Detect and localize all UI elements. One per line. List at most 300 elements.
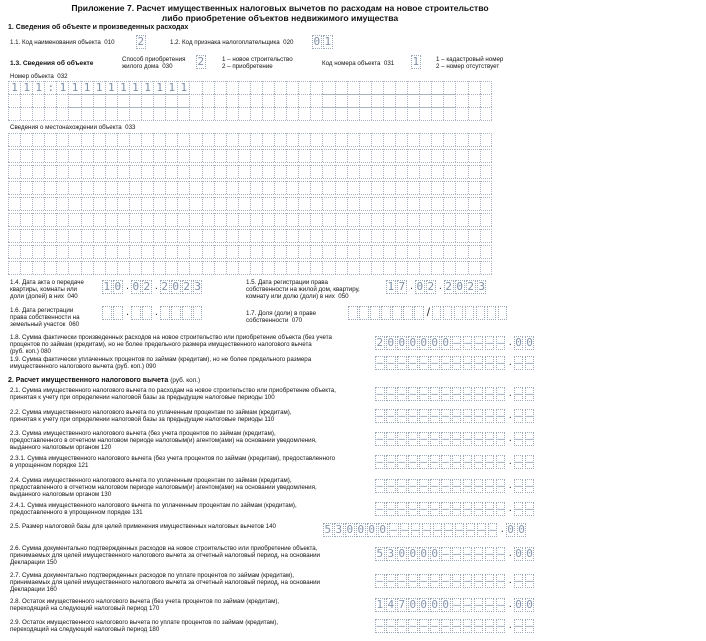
grid-cell bbox=[20, 245, 32, 258]
grid-cell bbox=[395, 133, 407, 146]
grid-cell bbox=[202, 181, 214, 194]
amount-100[interactable] bbox=[375, 387, 536, 401]
grid-cell bbox=[322, 181, 334, 194]
grid-cell bbox=[129, 107, 141, 120]
amount-cell: – bbox=[387, 574, 395, 587]
grid-cell bbox=[419, 197, 431, 210]
grid-cell bbox=[262, 197, 274, 210]
amount-cell: 0 bbox=[346, 523, 354, 536]
amount-cell: 5 bbox=[324, 523, 332, 536]
amount-cell: 0 bbox=[409, 336, 417, 349]
f14-y4: 3 bbox=[194, 280, 201, 293]
row-label-130: 2.4. Сумма имущественного налогового вычета по уплаченным процентам по займам (кредитам), предоставленного в отчетном налоговом периоде налоговым(и) агентом(ами) на основании уведомления, выданного налоговым органом 130 bbox=[10, 477, 317, 498]
grid-cell bbox=[322, 245, 334, 258]
grid-cell bbox=[322, 81, 334, 94]
grid-cell bbox=[371, 245, 383, 258]
grid-cell bbox=[226, 245, 238, 258]
grid-cell bbox=[274, 229, 286, 242]
f15-y3: 2 bbox=[467, 280, 475, 293]
amount-180[interactable] bbox=[375, 619, 536, 633]
grid-cell bbox=[202, 94, 214, 107]
amount-cell: – bbox=[497, 502, 504, 515]
amount-cell: 0 bbox=[368, 523, 376, 536]
grid-cell bbox=[44, 245, 56, 258]
decimal-point: . bbox=[508, 432, 512, 444]
grid-cell bbox=[310, 107, 322, 120]
amount-cell: – bbox=[515, 387, 522, 400]
amount-cell: – bbox=[464, 356, 471, 369]
location-label: Сведения о местонахождении объекта 033 bbox=[10, 124, 136, 131]
amount-cell: – bbox=[442, 387, 450, 400]
f15-y2: 0 bbox=[456, 280, 464, 293]
amount-cell: 0 bbox=[357, 523, 365, 536]
grid-cell bbox=[117, 229, 129, 242]
grid-cell bbox=[455, 213, 467, 226]
amount-cell: – bbox=[453, 502, 460, 515]
amount-cell: – bbox=[376, 479, 384, 492]
amount-cell: – bbox=[387, 619, 395, 632]
grid-cell bbox=[8, 133, 20, 146]
amount-cell: 0 bbox=[526, 547, 533, 560]
section2-title: 2. Расчет имущественного налогового вычета (руб. коп.) bbox=[8, 377, 201, 384]
amount-cell: 0 bbox=[507, 523, 514, 536]
amount-cell: – bbox=[453, 547, 460, 560]
amount-cell: – bbox=[398, 502, 406, 515]
grid-cell bbox=[298, 133, 310, 146]
grid-cell bbox=[455, 229, 467, 242]
grid-cell bbox=[250, 181, 262, 194]
grid-cell bbox=[298, 165, 310, 178]
grid-cell: 1 bbox=[165, 81, 177, 94]
grid-cell bbox=[262, 133, 274, 146]
grid-cell bbox=[359, 213, 371, 226]
amount-cell: 0 bbox=[442, 336, 450, 349]
f14-date[interactable]: 1 0 . 0 2 . 2 0 2 3 bbox=[103, 280, 201, 293]
amount-cell: – bbox=[442, 479, 450, 492]
grid-cell bbox=[250, 149, 262, 162]
grid-cell bbox=[238, 133, 250, 146]
grid-cell bbox=[44, 165, 56, 178]
grid-cell bbox=[322, 107, 334, 120]
grid-cell bbox=[129, 197, 141, 210]
grid-cell: 1 bbox=[153, 81, 165, 94]
amount-120[interactable] bbox=[375, 432, 536, 446]
amount-cell: 0 bbox=[518, 523, 525, 536]
grid-cell bbox=[44, 149, 56, 162]
grid-cell bbox=[141, 181, 153, 194]
grid-cell bbox=[214, 261, 226, 274]
grid-cell bbox=[141, 245, 153, 258]
amount-cell: – bbox=[515, 502, 522, 515]
amount-cell: – bbox=[464, 479, 471, 492]
row-label-170: 2.8. Остаток имущественного налогового вычета (без учета процентов по займам (кредитам), переходящий на следующий налоговый период 170 bbox=[10, 598, 280, 612]
grid-cell bbox=[286, 245, 298, 258]
grid-cell bbox=[117, 213, 129, 226]
grid-cell bbox=[419, 133, 431, 146]
grid-cell bbox=[431, 107, 443, 120]
location-row-6[interactable] bbox=[8, 213, 492, 227]
amount-cell: 2 bbox=[376, 336, 384, 349]
grid-cell bbox=[455, 165, 467, 178]
amount-170[interactable] bbox=[375, 598, 536, 612]
grid-cell bbox=[44, 133, 56, 146]
location-row-7[interactable] bbox=[8, 229, 492, 243]
grid-cell bbox=[335, 229, 347, 242]
grid-cell bbox=[165, 181, 177, 194]
grid-cell bbox=[395, 165, 407, 178]
amount-cell: – bbox=[475, 356, 482, 369]
objnum-label: Номер объекта 032 bbox=[10, 73, 68, 80]
grid-cell bbox=[322, 229, 334, 242]
amount-090[interactable] bbox=[375, 356, 536, 370]
grid-cell bbox=[20, 197, 32, 210]
grid-cell bbox=[371, 261, 383, 274]
grid-cell bbox=[431, 197, 443, 210]
grid-cell bbox=[455, 261, 467, 274]
amount-cell: – bbox=[431, 479, 439, 492]
amount-cell: – bbox=[497, 574, 504, 587]
grid-cell bbox=[443, 133, 455, 146]
grid-cell bbox=[177, 165, 189, 178]
amount-cell: – bbox=[453, 409, 460, 422]
grid-cell bbox=[153, 213, 165, 226]
grid-cell bbox=[310, 81, 322, 94]
grid-cell bbox=[262, 149, 274, 162]
f12-input[interactable] bbox=[312, 35, 334, 49]
amount-cell: – bbox=[486, 619, 493, 632]
grid-cell bbox=[443, 245, 455, 258]
amount-cell: – bbox=[475, 336, 482, 349]
amount-cell: – bbox=[442, 356, 450, 369]
amount-cell: – bbox=[478, 523, 485, 536]
grid-cell bbox=[214, 245, 226, 258]
grid-cell bbox=[468, 181, 480, 194]
grid-cell bbox=[32, 133, 44, 146]
grid-cell bbox=[335, 94, 347, 107]
amount-110[interactable] bbox=[375, 409, 536, 423]
amount-cell: 0 bbox=[526, 598, 533, 611]
amount-140[interactable] bbox=[323, 523, 528, 537]
grid-cell bbox=[8, 261, 20, 274]
objcode-input[interactable] bbox=[411, 55, 422, 69]
f12-digit-1: 0 bbox=[313, 35, 321, 48]
way-value: 2 bbox=[197, 55, 205, 68]
grid-cell bbox=[298, 81, 310, 94]
amount-cell: 0 bbox=[431, 598, 439, 611]
grid-cell: 1 bbox=[20, 81, 32, 94]
f17-share[interactable]: / bbox=[348, 306, 509, 320]
grid-cell bbox=[238, 245, 250, 258]
grid-cell bbox=[8, 197, 20, 210]
s13-title: 1.3. Сведения об объекте bbox=[10, 60, 94, 67]
amount-080[interactable] bbox=[375, 336, 536, 350]
grid-cell bbox=[81, 94, 93, 107]
grid-cell bbox=[480, 181, 492, 194]
grid-cell: 1 bbox=[177, 81, 189, 94]
grid-cell bbox=[20, 107, 32, 120]
grid-cell bbox=[226, 149, 238, 162]
grid-cell bbox=[431, 149, 443, 162]
grid-cell bbox=[214, 94, 226, 107]
f15-y1: 2 bbox=[445, 280, 453, 293]
grid-cell bbox=[129, 213, 141, 226]
grid-cell bbox=[455, 107, 467, 120]
grid-cell bbox=[322, 213, 334, 226]
grid-cell bbox=[383, 197, 395, 210]
amount-cell: – bbox=[398, 356, 406, 369]
grid-cell bbox=[383, 181, 395, 194]
grid-cell bbox=[347, 261, 359, 274]
grid-cell bbox=[189, 107, 201, 120]
amount-cell: – bbox=[376, 574, 384, 587]
grid-cell bbox=[480, 94, 492, 107]
grid-cell bbox=[359, 261, 371, 274]
grid-cell bbox=[262, 81, 274, 94]
grid-cell bbox=[395, 81, 407, 94]
amount-cell: 0 bbox=[409, 547, 417, 560]
grid-cell bbox=[431, 181, 443, 194]
decimal-point: . bbox=[508, 479, 512, 491]
amount-cell: – bbox=[398, 479, 406, 492]
amount-130[interactable] bbox=[375, 479, 536, 493]
amount-cell: – bbox=[464, 336, 471, 349]
amount-cell: – bbox=[486, 574, 493, 587]
title-line-1: Приложение 7. Расчет имущественных налоговых вычетов по расходам на новое строительство bbox=[71, 3, 489, 13]
amount-cell: 3 bbox=[387, 547, 395, 560]
grid-cell bbox=[310, 94, 322, 107]
grid-cell bbox=[359, 81, 371, 94]
grid-cell bbox=[468, 81, 480, 94]
grid-cell bbox=[322, 94, 334, 107]
amount-cell: – bbox=[486, 455, 493, 468]
grid-cell bbox=[431, 245, 443, 258]
grid-cell bbox=[226, 94, 238, 107]
grid-cell bbox=[93, 213, 105, 226]
grid-cell bbox=[310, 229, 322, 242]
objnum-row-1[interactable] bbox=[8, 81, 492, 95]
grid-cell bbox=[250, 81, 262, 94]
grid-cell bbox=[141, 261, 153, 274]
grid-cell bbox=[274, 133, 286, 146]
grid-cell bbox=[431, 261, 443, 274]
grid-cell bbox=[32, 197, 44, 210]
amount-cell: 0 bbox=[398, 547, 406, 560]
grid-cell bbox=[443, 213, 455, 226]
grid-cell bbox=[395, 181, 407, 194]
grid-cell bbox=[310, 245, 322, 258]
grid-cell bbox=[56, 197, 68, 210]
amount-cell: – bbox=[464, 409, 471, 422]
location-row-9[interactable] bbox=[8, 261, 492, 275]
grid-cell bbox=[81, 197, 93, 210]
grid-cell bbox=[238, 81, 250, 94]
f17-label: 1.7. Доля (доли) в праве собственности 070 bbox=[246, 310, 317, 324]
grid-cell bbox=[81, 133, 93, 146]
grid-cell bbox=[335, 181, 347, 194]
grid-cell bbox=[56, 165, 68, 178]
amount-cell: – bbox=[467, 523, 474, 536]
f16-date[interactable]: . . bbox=[102, 306, 204, 320]
grid-cell bbox=[371, 81, 383, 94]
grid-cell bbox=[274, 81, 286, 94]
grid-cell bbox=[32, 261, 44, 274]
grid-cell bbox=[202, 229, 214, 242]
amount-cell: – bbox=[387, 409, 395, 422]
amount-cell: – bbox=[420, 479, 428, 492]
amount-cell: – bbox=[486, 409, 493, 422]
amount-cell: 0 bbox=[420, 547, 428, 560]
location-row-1[interactable] bbox=[8, 133, 492, 147]
grid-cell bbox=[468, 229, 480, 242]
grid-cell bbox=[68, 229, 80, 242]
grid-cell bbox=[8, 229, 20, 242]
amount-160[interactable] bbox=[375, 574, 536, 588]
grid-cell bbox=[262, 94, 274, 107]
grid-cell bbox=[443, 94, 455, 107]
grid-cell bbox=[226, 181, 238, 194]
grid-cell bbox=[238, 94, 250, 107]
grid-cell bbox=[177, 107, 189, 120]
grid-cell bbox=[455, 81, 467, 94]
grid-cell bbox=[8, 149, 20, 162]
grid-cell bbox=[141, 213, 153, 226]
grid-cell bbox=[455, 197, 467, 210]
grid-cell bbox=[250, 261, 262, 274]
f16-label: 1.6. Дата регистрации права собственности на земельный участок 060 bbox=[10, 307, 80, 328]
amount-cell: – bbox=[453, 455, 460, 468]
grid-cell bbox=[371, 181, 383, 194]
grid-cell bbox=[44, 197, 56, 210]
grid-cell bbox=[250, 229, 262, 242]
amount-cell: – bbox=[409, 387, 417, 400]
f15-label: 1.5. Дата регистрации права собственности на жилой дом, квартиру, комнату или долю (доли) в них 050 bbox=[246, 279, 360, 300]
grid-cell bbox=[419, 181, 431, 194]
grid-cell bbox=[431, 165, 443, 178]
grid-cell bbox=[93, 165, 105, 178]
grid-cell bbox=[347, 197, 359, 210]
grid-cell bbox=[8, 245, 20, 258]
grid-cell bbox=[335, 133, 347, 146]
amount-131[interactable] bbox=[375, 502, 536, 516]
grid-cell: : bbox=[44, 81, 56, 94]
grid-cell bbox=[238, 213, 250, 226]
grid-cell bbox=[468, 149, 480, 162]
grid-cell bbox=[20, 213, 32, 226]
amount-cell: – bbox=[420, 387, 428, 400]
grid-cell bbox=[141, 229, 153, 242]
grid-cell: 1 bbox=[32, 81, 44, 94]
grid-cell bbox=[32, 107, 44, 120]
grid-cell bbox=[32, 229, 44, 242]
amount-150[interactable] bbox=[375, 547, 536, 561]
grid-cell bbox=[298, 94, 310, 107]
grid-cell bbox=[443, 229, 455, 242]
grid-cell bbox=[407, 229, 419, 242]
amount-cell: – bbox=[420, 619, 428, 632]
row-label-080: 1.8. Сумма фактически произведенных расходов на новое строительство или приобретение объекта (без учета процентов по займам (кредитам), но не более предельного размера имущественного налогового вычета (руб. коп.) 080 bbox=[10, 334, 332, 355]
grid-cell bbox=[274, 245, 286, 258]
amount-cell: – bbox=[431, 619, 439, 632]
grid-cell bbox=[189, 133, 201, 146]
grid-cell bbox=[68, 197, 80, 210]
grid-cell bbox=[226, 81, 238, 94]
grid-cell bbox=[56, 213, 68, 226]
objnum-row-3[interactable] bbox=[8, 107, 492, 121]
amount-cell: – bbox=[390, 523, 398, 536]
amount-cell: – bbox=[526, 432, 533, 445]
location-row-8[interactable] bbox=[8, 245, 492, 259]
grid-cell bbox=[141, 107, 153, 120]
location-row-5[interactable] bbox=[8, 197, 492, 211]
amount-cell: – bbox=[464, 574, 471, 587]
grid-cell bbox=[105, 107, 117, 120]
grid-cell bbox=[214, 197, 226, 210]
amount-cell: – bbox=[420, 574, 428, 587]
grid-cell: 1 bbox=[68, 81, 80, 94]
amount-cell: – bbox=[442, 574, 450, 587]
f14-y2: 0 bbox=[172, 280, 180, 293]
grid-cell bbox=[8, 213, 20, 226]
amount-cell: – bbox=[409, 502, 417, 515]
way-input[interactable] bbox=[196, 55, 207, 69]
amount-121[interactable] bbox=[375, 455, 536, 469]
grid-cell bbox=[274, 181, 286, 194]
grid-cell bbox=[335, 197, 347, 210]
location-row-4[interactable] bbox=[8, 181, 492, 195]
grid-cell bbox=[383, 213, 395, 226]
amount-cell: – bbox=[420, 356, 428, 369]
amount-cell: – bbox=[398, 574, 406, 587]
grid-cell bbox=[129, 94, 141, 107]
grid-cell bbox=[32, 245, 44, 258]
amount-cell: – bbox=[464, 619, 471, 632]
grid-cell bbox=[153, 133, 165, 146]
grid-cell bbox=[310, 149, 322, 162]
amount-cell: – bbox=[475, 455, 482, 468]
objnum-row-2[interactable] bbox=[8, 94, 492, 108]
grid-cell bbox=[455, 94, 467, 107]
grid-cell bbox=[310, 181, 322, 194]
grid-cell bbox=[383, 133, 395, 146]
amount-cell: – bbox=[401, 523, 408, 536]
location-row-3[interactable] bbox=[8, 165, 492, 179]
f14-y1: 2 bbox=[161, 280, 169, 293]
grid-cell bbox=[250, 245, 262, 258]
amount-cell: – bbox=[431, 387, 439, 400]
f15-date[interactable]: 1 7 . 0 2 . 2 0 2 3 bbox=[387, 280, 485, 293]
grid-cell bbox=[286, 165, 298, 178]
f15-d1: 1 bbox=[387, 280, 395, 293]
grid-cell bbox=[81, 107, 93, 120]
grid-cell bbox=[443, 197, 455, 210]
grid-cell bbox=[214, 213, 226, 226]
grid-cell bbox=[153, 245, 165, 258]
amount-cell: 0 bbox=[379, 523, 387, 536]
amount-cell: – bbox=[475, 432, 482, 445]
grid-cell bbox=[141, 94, 153, 107]
grid-cell bbox=[105, 245, 117, 258]
location-row-2[interactable] bbox=[8, 149, 492, 163]
grid-cell bbox=[395, 149, 407, 162]
amount-cell: – bbox=[442, 432, 450, 445]
grid-cell bbox=[250, 133, 262, 146]
grid-cell bbox=[286, 94, 298, 107]
amount-cell: – bbox=[409, 479, 417, 492]
grid-cell bbox=[93, 245, 105, 258]
way-label: Способ приобретения жилого дома 030 bbox=[122, 56, 186, 70]
grid-cell bbox=[286, 213, 298, 226]
f11-input[interactable] bbox=[136, 35, 147, 49]
